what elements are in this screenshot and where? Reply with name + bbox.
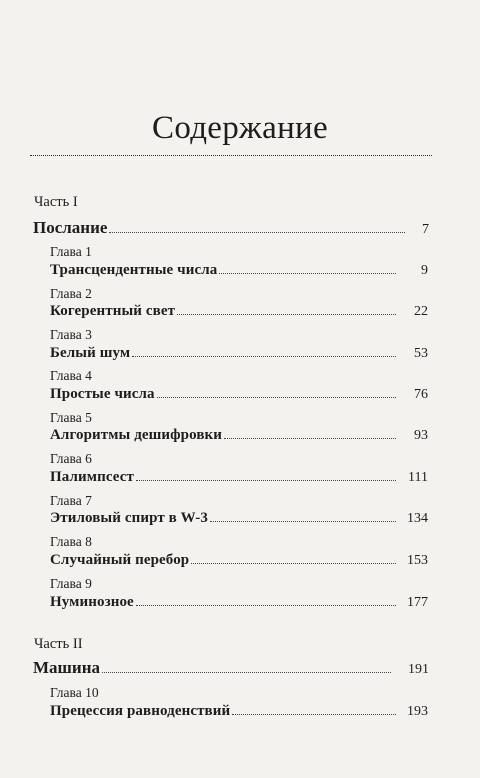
chapter-label: Глава 5 bbox=[50, 410, 92, 425]
part-title: Машина bbox=[33, 658, 100, 677]
chapter-title: Палимпсест bbox=[50, 469, 134, 485]
title-divider bbox=[30, 155, 432, 156]
chapter-label: Глава 2 bbox=[50, 286, 92, 301]
page-number: 76 bbox=[414, 387, 428, 402]
chapter-label: Глава 6 bbox=[50, 451, 92, 466]
part-title: Послание bbox=[33, 218, 108, 237]
part-label: Часть I bbox=[34, 194, 78, 210]
dot-leader bbox=[191, 563, 396, 564]
dot-leader bbox=[224, 438, 396, 439]
chapter-title: Белый шум bbox=[50, 345, 131, 361]
page-number: 93 bbox=[414, 428, 428, 443]
dot-leader bbox=[102, 672, 391, 673]
page-number: 193 bbox=[407, 704, 428, 719]
dot-leader bbox=[210, 521, 396, 522]
page-number: 153 bbox=[407, 553, 428, 568]
chapter-entry[interactable] bbox=[50, 386, 428, 403]
page-number: 191 bbox=[408, 662, 429, 677]
part-entry[interactable] bbox=[33, 218, 429, 238]
chapter-label: Глава 7 bbox=[50, 493, 92, 508]
page-number: 111 bbox=[408, 470, 428, 485]
dot-leader bbox=[132, 356, 396, 357]
chapter-label: Глава 4 bbox=[50, 368, 92, 383]
dot-leader bbox=[157, 397, 396, 398]
chapter-title: Когерентный свет bbox=[50, 303, 176, 319]
chapter-entry[interactable] bbox=[50, 594, 428, 611]
part-label: Часть II bbox=[34, 636, 83, 652]
chapter-title: Трансцендентные числа bbox=[50, 262, 218, 278]
chapter-label: Глава 8 bbox=[50, 534, 92, 549]
page-number: 177 bbox=[407, 595, 428, 610]
dot-leader bbox=[136, 480, 396, 481]
chapter-label: Глава 3 bbox=[50, 327, 92, 342]
part-entry[interactable] bbox=[33, 658, 429, 678]
page-title: Содержание bbox=[152, 110, 328, 146]
chapter-entry[interactable] bbox=[50, 262, 428, 279]
chapter-entry[interactable] bbox=[50, 469, 428, 486]
dot-leader bbox=[109, 232, 405, 233]
chapter-entry[interactable] bbox=[50, 703, 428, 720]
dot-leader bbox=[136, 605, 396, 606]
chapter-title: Случайный перебор bbox=[50, 552, 190, 568]
page-number: 7 bbox=[422, 222, 429, 237]
chapter-entry[interactable] bbox=[50, 427, 428, 444]
chapter-title: Алгоритмы дешифровки bbox=[50, 427, 223, 443]
page-number: 53 bbox=[414, 346, 428, 361]
chapter-entry[interactable] bbox=[50, 345, 428, 362]
chapter-title: Этиловый спирт в W-3 bbox=[50, 510, 208, 526]
chapter-label: Глава 9 bbox=[50, 576, 92, 591]
page-number: 134 bbox=[407, 511, 428, 526]
dot-leader bbox=[232, 714, 396, 715]
chapter-title: Нуминозное bbox=[50, 594, 134, 610]
page-number: 22 bbox=[414, 304, 428, 319]
chapter-title: Простые числа bbox=[50, 386, 155, 402]
chapter-label: Глава 10 bbox=[50, 685, 99, 700]
page-number: 9 bbox=[421, 263, 428, 278]
chapter-entry[interactable] bbox=[50, 552, 428, 569]
chapter-entry[interactable] bbox=[50, 303, 428, 320]
dot-leader bbox=[177, 314, 396, 315]
chapter-label: Глава 1 bbox=[50, 244, 92, 259]
chapter-title: Прецессия равноденствий bbox=[50, 703, 231, 719]
chapter-entry[interactable] bbox=[50, 510, 428, 527]
dot-leader bbox=[219, 273, 396, 274]
